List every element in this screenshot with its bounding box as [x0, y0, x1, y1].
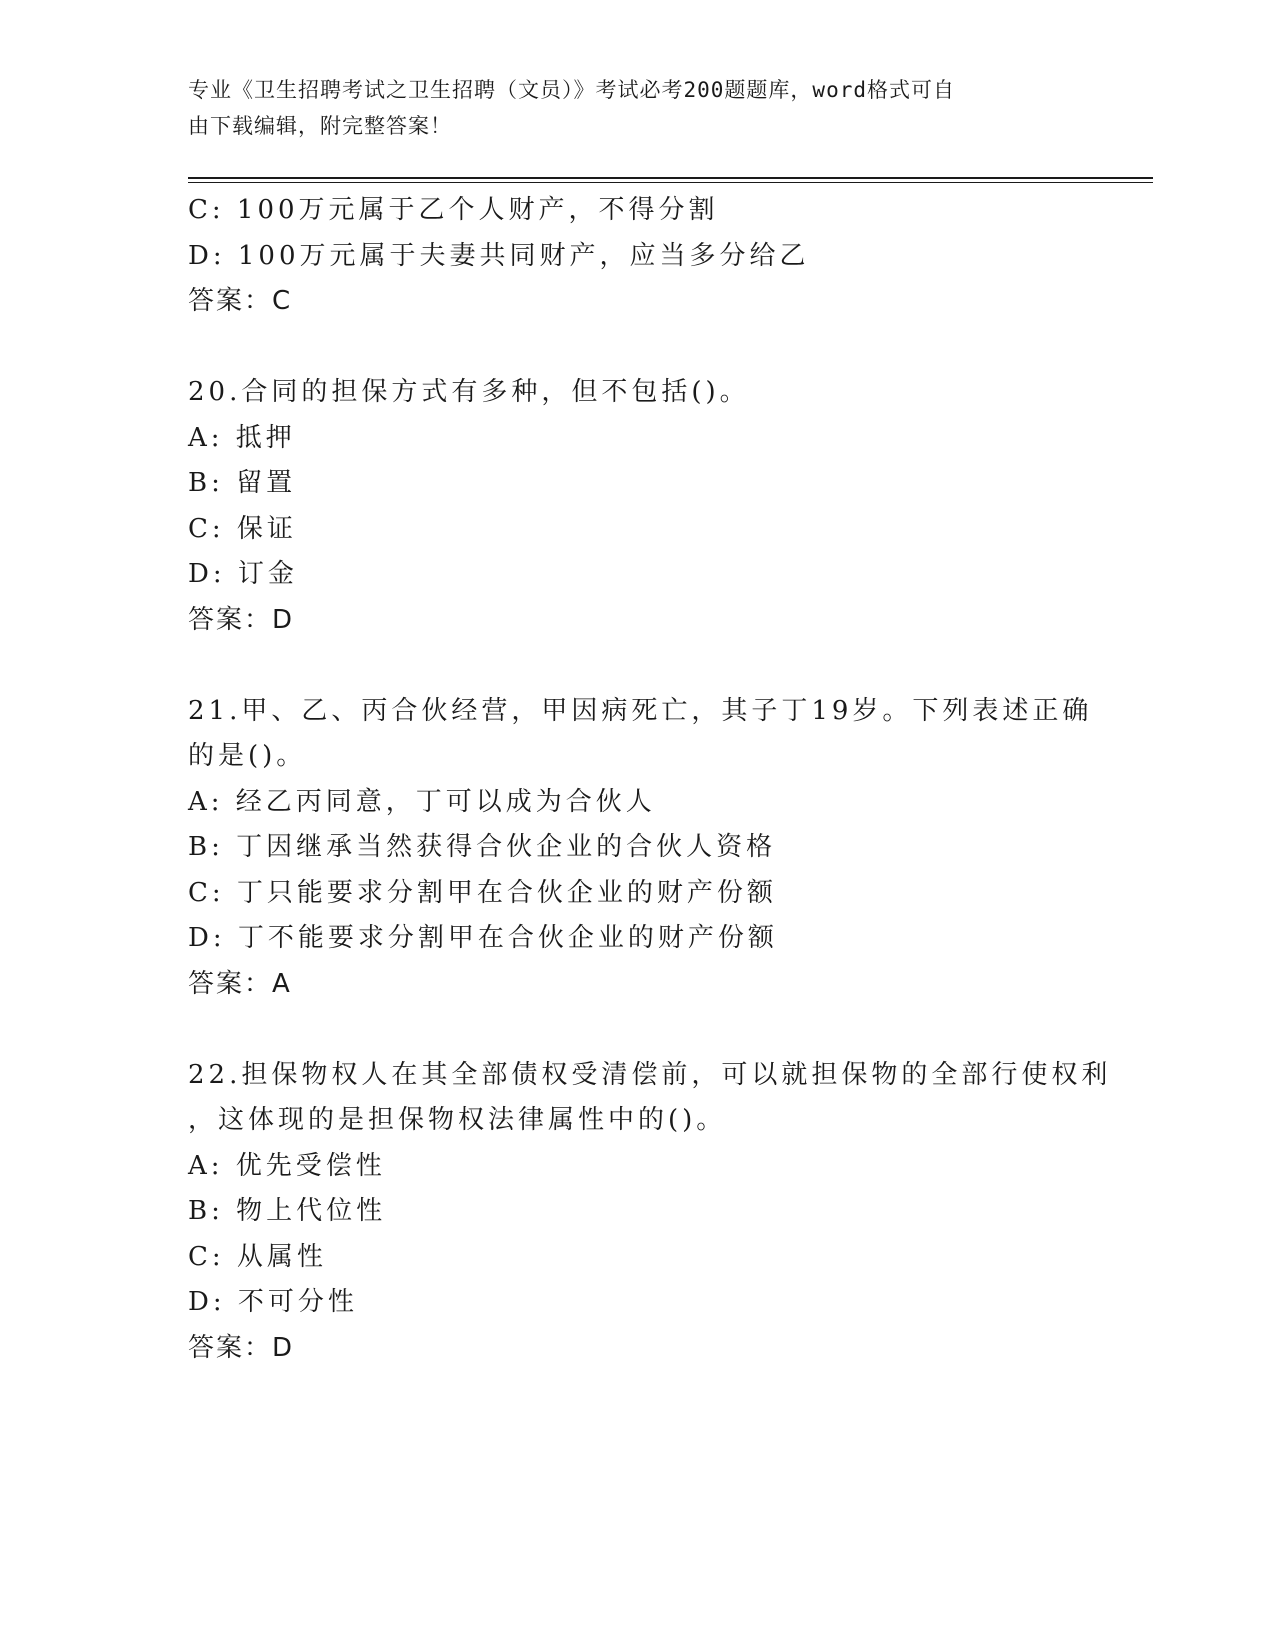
option-c: C: 保证 [188, 513, 297, 544]
option-c: C: 丁只能要求分割甲在合伙企业的财产份额 [188, 877, 777, 908]
answer-line: 答案：C [188, 286, 293, 316]
option-d: D: 丁不能要求分割甲在合伙企业的财产份额 [188, 923, 778, 953]
option-c: C: 从属性 [188, 1241, 327, 1272]
option-c: C: 100万元属于乙个人财产，不得分割 [188, 195, 719, 225]
question-stem: 21.甲、乙、丙合伙经营，甲因病死亡，其子丁19岁。下列表述正确 [188, 695, 1093, 726]
option-d: D: 订金 [188, 559, 298, 589]
question-stem: 20.合同的担保方式有多种，但不包括()。 [188, 377, 750, 407]
question-stem-continued: ，这体现的是担保物权法律属性中的()。 [188, 1105, 727, 1135]
option-b: B: 物上代位性 [188, 1196, 387, 1226]
answer-line: 答案：A [188, 968, 292, 999]
header-line-1: 专业《卫生招聘考试之卫生招聘（文员）》考试必考200题题库，word格式可自 [188, 78, 955, 102]
answer-line: 答案：D [188, 1332, 295, 1363]
spacer [188, 643, 1088, 689]
option-d: D: 不可分性 [188, 1287, 358, 1317]
header-divider-bottom [188, 182, 1153, 183]
question-21 [188, 689, 1093, 1008]
spacer [188, 1007, 1088, 1053]
question-20 [188, 370, 1088, 643]
question-list [188, 188, 1112, 1371]
answer-line: 答案：D [188, 604, 295, 635]
option-d: D: 100万元属于夫妻共同财产，应当多分给乙 [188, 240, 810, 271]
question-continuation [188, 188, 1088, 325]
header-line-2: 由下载编辑，附完整答案！ [188, 114, 452, 138]
spacer [188, 325, 1088, 371]
header-divider-top [188, 177, 1153, 179]
option-b: B: 留置 [188, 468, 297, 498]
option-a: A: 优先受偿性 [188, 1150, 386, 1181]
document-header [188, 72, 1068, 144]
option-a: A: 经乙丙同意，丁可以成为合伙人 [188, 786, 656, 817]
question-22 [188, 1053, 1112, 1372]
question-stem-continued: 的是()。 [188, 741, 307, 771]
option-a: A: 抵押 [188, 422, 296, 453]
option-b: B: 丁因继承当然获得合伙企业的合伙人资格 [188, 832, 777, 862]
question-stem: 22.担保物权人在其全部债权受清偿前，可以就担保物的全部行使权利 [188, 1059, 1112, 1090]
